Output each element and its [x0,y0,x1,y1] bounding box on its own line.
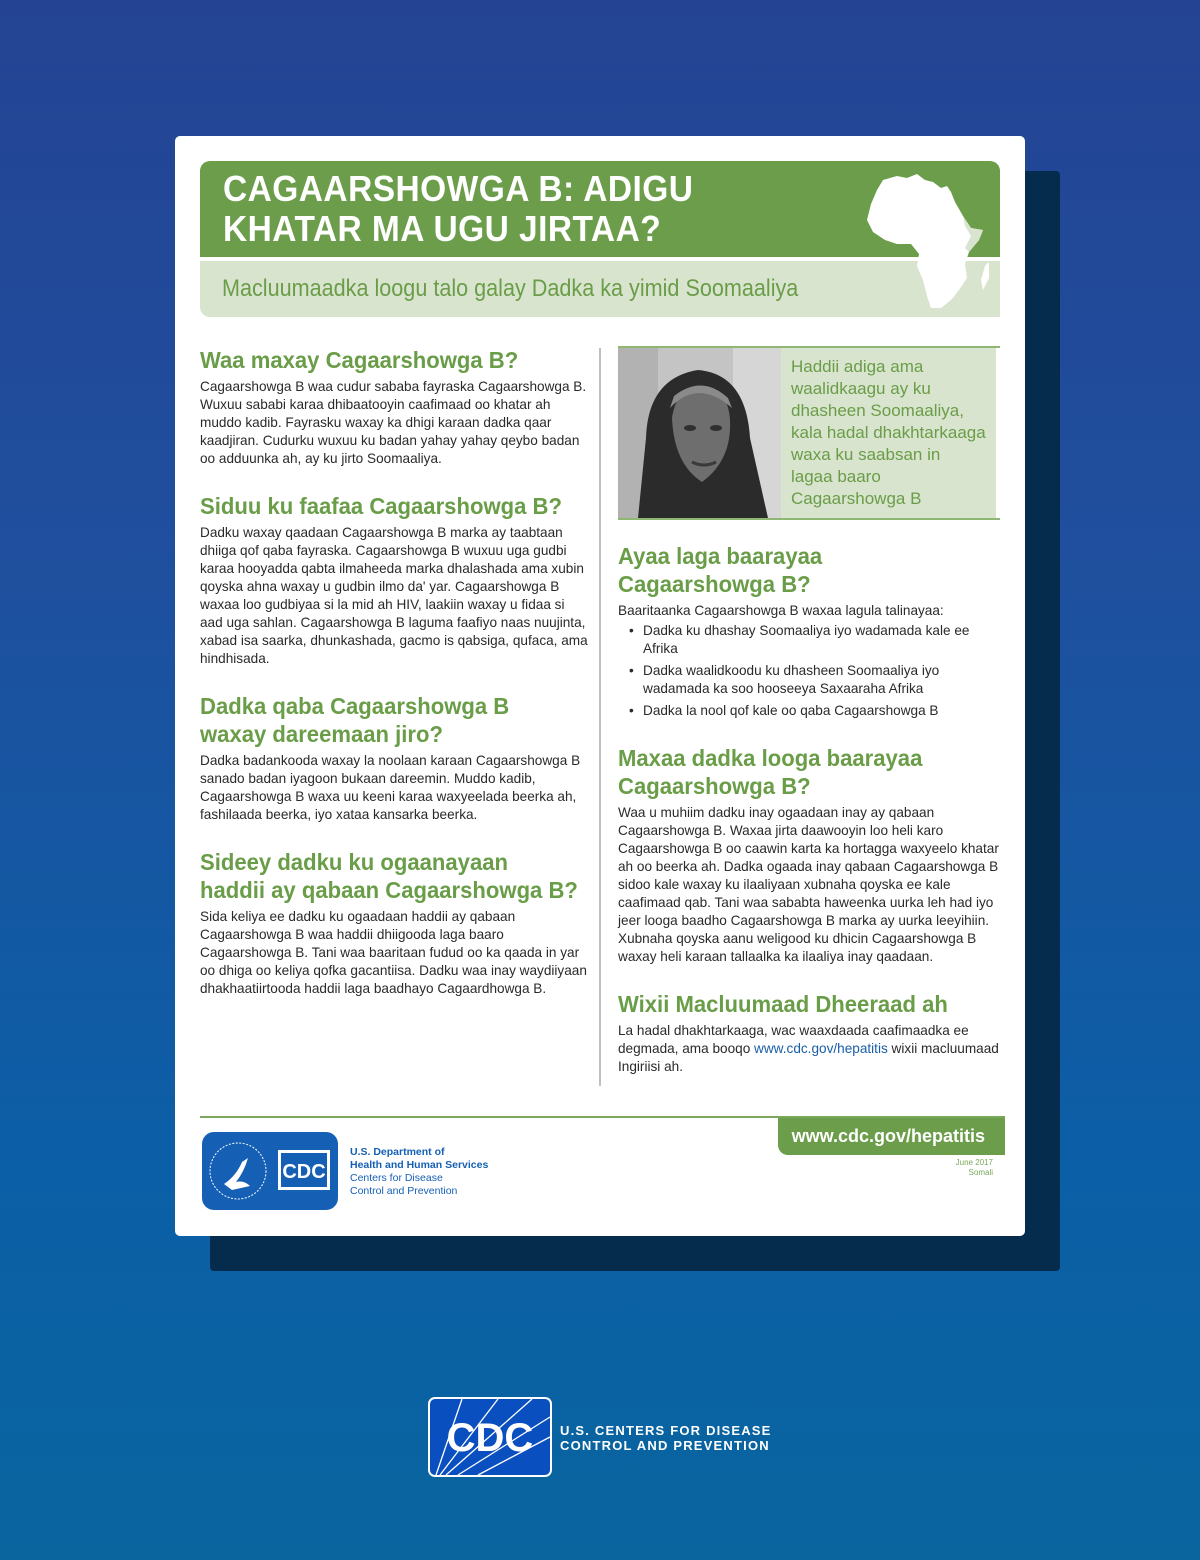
hepatitis-link[interactable]: www.cdc.gov/hepatitis [754,1041,888,1056]
heading-line: Cagaarshowga B? [618,773,811,799]
list-item: • Dadka ku dhashay Soomaaliya iyo wadamada kale ee Afrika [618,622,1000,658]
heading-line: Cagaarshowga B? [618,571,811,597]
svg-text:CDC: CDC [282,1161,326,1183]
hhs-line-1: U.S. Department of [350,1146,445,1158]
brand-line-1: U.S. CENTERS FOR DISEASE [560,1423,772,1438]
brand-line-2: CONTROL AND PREVENTION [560,1438,770,1453]
section-body: Waa u muhiim dadku inay ogaadaan inay ay qabaan Cagaarshowga B. Waxaa jirta daawooyin loo heli karo Cagaarshowga B oo caawin karta ka hortagga waxyeelo khatar ah oo beerka ah. Dadka ogaada inay qabaan Cagaarshowga B sidoo kale waxay ku ilaaliyaan xubnaha qoyska ee kale caafimaad qab. Tani waa sababta haweenka uurka leh had iyo jeer looga baadho Cagaarshowga B marka ay uurka leeyihiin. Xubnaha qoyska aanu weligood ku dhicin Cagaarshowga B waxay heli karaan tallaalka ka ilaaliya inay qaadaan. [618,805,999,964]
publication-language: Somali [968,1168,993,1177]
right-column [618,346,1000,1100]
section-more-info [618,990,1000,1076]
heading-line: waxay dareemaan jiro? [200,721,443,747]
section-heading [200,848,578,904]
section-body: Dadka badankooda waxay la noolaan karaan Cagaarshowga B sanado badan iyagoon bukaan dareemin. Muddo kadib, Cagaarshowga B waxa uu keeni karaa waxyeelada beerka ah, fashilaada beerka, iyo xataa kansarka beerka. [200,753,581,822]
hhs-cdc-logo [202,1132,338,1210]
section-heading: Wixii Macluumaad Dheeraad ah [618,991,948,1017]
hhs-line-2: Health and Human Services [350,1159,489,1171]
publication-date: June 2017 [955,1158,993,1167]
recommendation-list [618,622,1000,720]
title-line-2: KHATAR MA UGU JIRTAA? [223,208,662,249]
section-intro: Baaritaanka Cagaarshowga B waxaa lagula talinayaa: [618,603,944,618]
section-body: Sida keliya ee dadku ku ogaadaan haddii ay qabaan Cagaarshowga B waa haddii dhiigooda laga baaro Cagaarshowga B. Tani waa baaritaan fudud oo ka qaada in yar oo dhiga oo keliya qofka gacantiisa. Dadku waa inay waydiiyaan dhakhaatiirtooda haddii laga baadhayo Cagaardhowga B. [200,909,587,996]
cdc-brand-text [560,1423,772,1453]
page-subtitle: Macluumaadka loogu talo galay Dadka ka yimid Soomaaliya [222,275,799,302]
list-item: • Dadka la nool qof kale oo qaba Cagaarshowga B [618,702,1000,720]
woman-portrait-photo [618,348,781,518]
hhs-agency-text [350,1146,488,1198]
svg-text:CDC: CDC [446,1416,534,1460]
section-body [618,1022,1000,1076]
section-heading: Siduu ku faafaa Cagaarshowga B? [200,493,562,519]
heading-line: Dadka qaba Cagaarshowga B [200,693,510,719]
section-heading [618,744,985,800]
section-symptoms [200,692,590,824]
footer-url-link[interactable]: www.cdc.gov/hepatitis [778,1118,1005,1155]
heading-line: Sideey dadku ku ogaanayaan [200,849,509,875]
section-who-tested [618,542,1000,720]
cdc-line-2: Control and Prevention [350,1185,458,1197]
section-how-spread [200,492,590,668]
left-column [200,346,590,1022]
callout-text: Haddii adiga ama waalidkaagu ay ku dhasheen Soomaaliya, kala hadal dhakhtarkaaga waxa ku saabsan in lagaa baaro Cagaarshowga B [791,357,986,508]
list-item: • Dadka waalidkoodu ku dhasheen Soomaaliya iyo wadamada ka soo hooseeya Saxaaraha Afrika [618,662,1000,698]
section-what-is [200,346,590,468]
body-text: La hadal dhakhtarkaaga, wac waaxdaada caafimaadka ee degmada, ama booqo [618,1023,969,1056]
section-body: Dadku waxay qaadaan Cagaarshowga B marka ay taabtaan dhiiga qof qaba fayraska. Cagaarshowga B wuxuu uga gudbi karaa hooyadda qabta ilmaheeda marka dhalashada ama xubin qoyska ahna waxay u gudbin ilmo da' yar. Cagaarshowga B waxaa loo gudbiyaa si la mid ah HIV, laakiin waxay u fidaa si aad uga sahlan. Cagaarshowga B laguma faafiyo naas nuujinta, xabad isa saarka, dhunkashada, gacmo is qabsiga, qufaca, ama hindhisada. [200,525,588,666]
section-how-know [200,848,590,998]
page-title [223,169,693,249]
cdc-logo-icon[interactable] [428,1397,552,1477]
publication-info [956,1158,993,1178]
heading-line: Ayaa laga baarayaa [618,543,823,569]
title-line-1: CAGAARSHOWGA B: ADIGU [223,168,694,209]
heading-line: haddii ay qabaan Cagaarshowga B? [200,877,578,903]
body-text: wixii macluumaad Ingiriisi ah. [618,1041,999,1074]
column-divider [599,348,601,1086]
section-heading [200,692,574,748]
africa-map-icon [855,168,1005,318]
section-heading: Waa maxay Cagaarshowga B? [200,347,519,373]
section-body: Cagaarshowga B waa cudur sababa fayraska Cagaarshowga B. Wuxuu sababi karaa dhibaatooyin caafimaad oo khatar ah muddo kadib. Fayrasku waxay ka dhigi karaan dadka qaar kaadjiran. Cudurku wuxuu ku badan yahay yahay qeybo badan oo adduunka ah, ay ku jirto Soomaaliya. [200,379,587,466]
callout-text-panel [781,348,996,518]
section-why-tested [618,744,1000,966]
section-heading [618,542,985,598]
fact-sheet-page [175,136,1025,1236]
callout-box [618,346,1000,520]
cdc-line-1: Centers for Disease [350,1172,443,1184]
heading-line: Maxaa dadka looga baarayaa [618,745,923,771]
hhs-eagle-icon [224,1158,250,1190]
